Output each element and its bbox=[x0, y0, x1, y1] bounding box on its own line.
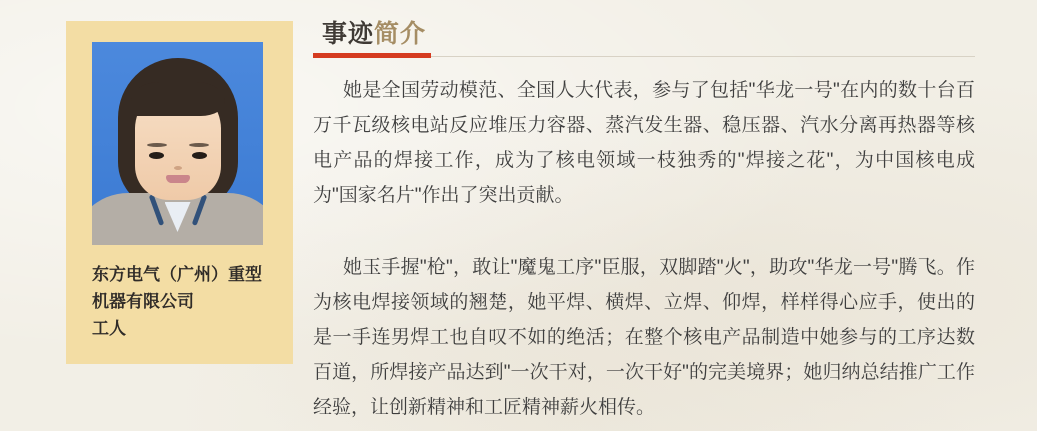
photo-bangs bbox=[131, 82, 225, 116]
bio-paragraph-2: 她玉手握"枪"，敢让"魔鬼工序"臣服，双脚踏"火"，助攻"华龙一号"腾飞。作为核电焊接领域的翘楚，她平焊、横焊、立焊、仰焊，样样得心应手，使出的是一手连男焊工也自叹不如的绝活；在整个核电产品制造中她参与的工序达数百道，所焊接产品达到"一次干对，一次干好"的完美境界；她归纳总结推广工作经验，让创新精神和工匠精神薪火相传。 bbox=[313, 257, 975, 418]
title-divider bbox=[313, 52, 975, 57]
title-divider-accent bbox=[313, 53, 431, 58]
photo-nose bbox=[174, 166, 182, 170]
photo-eyebrow-right bbox=[189, 143, 209, 147]
company-name: 东方电气（广州）重型机器有限公司 bbox=[92, 265, 262, 311]
content-column bbox=[313, 20, 975, 425]
section-title-suffix: 简介 bbox=[374, 20, 427, 48]
section-title-prefix: 事迹 bbox=[322, 20, 375, 48]
profile-card-text bbox=[92, 261, 275, 342]
profile-card bbox=[66, 21, 293, 364]
section-title bbox=[313, 20, 975, 48]
job-title: 工人 bbox=[92, 319, 126, 338]
photo-eye-left bbox=[149, 152, 164, 159]
photo-eye-right bbox=[192, 152, 207, 159]
profile-photo bbox=[92, 42, 263, 245]
bio-paragraph-1: 她是全国劳动模范、全国人大代表，参与了包括"华龙一号"在内的数十台百万千瓦级核电站反应堆压力容器、蒸汽发生器、稳压器、汽水分离再热器等核电产品的焊接工作，成为了核电领域一枝独秀的"焊接之花"，为中国核电成为"国家名片"作出了突出贡献。 bbox=[313, 80, 975, 206]
photo-eyebrow-left bbox=[147, 143, 167, 147]
photo-mouth bbox=[166, 175, 190, 183]
